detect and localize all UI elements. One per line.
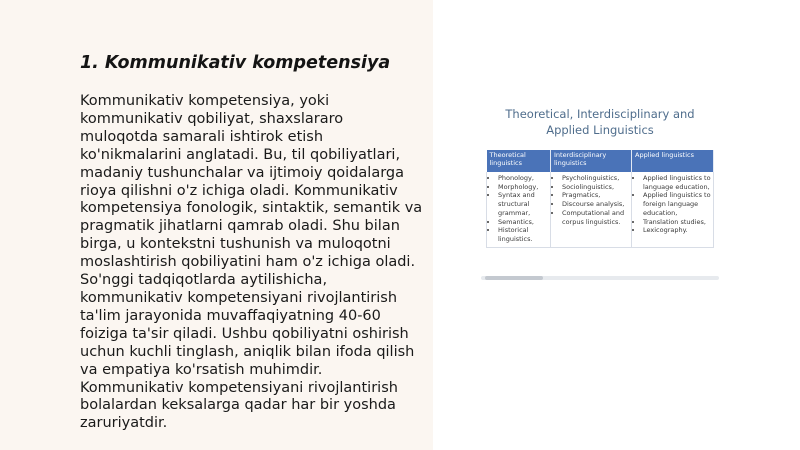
list-item: • Translation studies, [643,218,711,227]
list-item: • Psycholinguistics, [562,174,629,183]
list-item: • Discourse analysis, [562,200,629,209]
figure-title [480,106,720,138]
figure-title-line-1: Theoretical, Interdisciplinary and [505,107,695,121]
list-item: • Semantics, [498,218,548,227]
section-heading: 1. Kommunikativ kompetensiya [80,53,391,73]
column-header-interdisciplinary: Interdisciplinary linguistics [551,150,632,172]
list-item: • Morphology, [498,183,548,192]
table-header-row [487,150,714,172]
section-paragraph: Kommunikativ kompetensiya, yoki kommunikativ qobiliyat, shaxslararo muloqotda samarali ishtirok etish ko'nikmalarini anglatadi. Bu, til qobiliyatlari, madaniy tushunchalar va ijtimoiy qoidalarga rioya qilishni o'z ichiga oladi. Kommunikativ kompetensiya fonologik, sintaktik, semantik va pragmatik jihatlarni qamrab oladi. Shu bilan birga, u kontekstni tushunish va muloqotni moslashtirish qobiliyatini ham o'z ichiga oladi. So'nggi tadqiqotlarda aytilishicha, kommunikativ kompetensiyani rivojlantirish ta'lim jarayonida muvaffaqiyatning 40-60 foiziga ta'sir qiladi. Ushbu qobiliyatni oshirish uchun kuchli tinglash, aniqlik bilan ifoda qilish va empatiya ko'rsatish muhimdir. Kommunikativ kompetensiyani rivojlantirish bolalardan keksalarga qadar har bir yoshda zaruriyatdir. [80,93,423,432]
linguistics-table [486,150,714,248]
list-item: • Lexicography. [643,226,711,235]
column-header-applied: Applied linguistics [632,150,714,172]
scrollbar-thumb[interactable] [485,276,543,280]
interdisciplinary-list [553,174,629,226]
list-item: • Applied linguistics to language education, [643,174,711,191]
horizontal-scrollbar[interactable] [481,276,719,280]
list-item: • Sociolinguistics, [562,183,629,192]
list-item: • Phonology, [498,174,548,183]
list-item: • Computational and corpus linguistics. [562,209,629,226]
theoretical-list [489,174,548,244]
applied-cell [632,172,714,247]
list-item: • Applied linguistics to foreign language education, [643,191,711,217]
list-item: • Pragmatics, [562,191,629,200]
theoretical-cell [487,172,551,247]
figure-title-line-2: Applied Linguistics [546,123,654,137]
list-item: • Historical linguistics. [498,226,548,243]
column-header-theoretical: Theoretical linguistics [487,150,551,172]
interdisciplinary-cell [551,172,632,247]
table-row [487,172,714,247]
list-item: • Syntax and structural grammar, [498,191,548,217]
applied-list [634,174,711,235]
